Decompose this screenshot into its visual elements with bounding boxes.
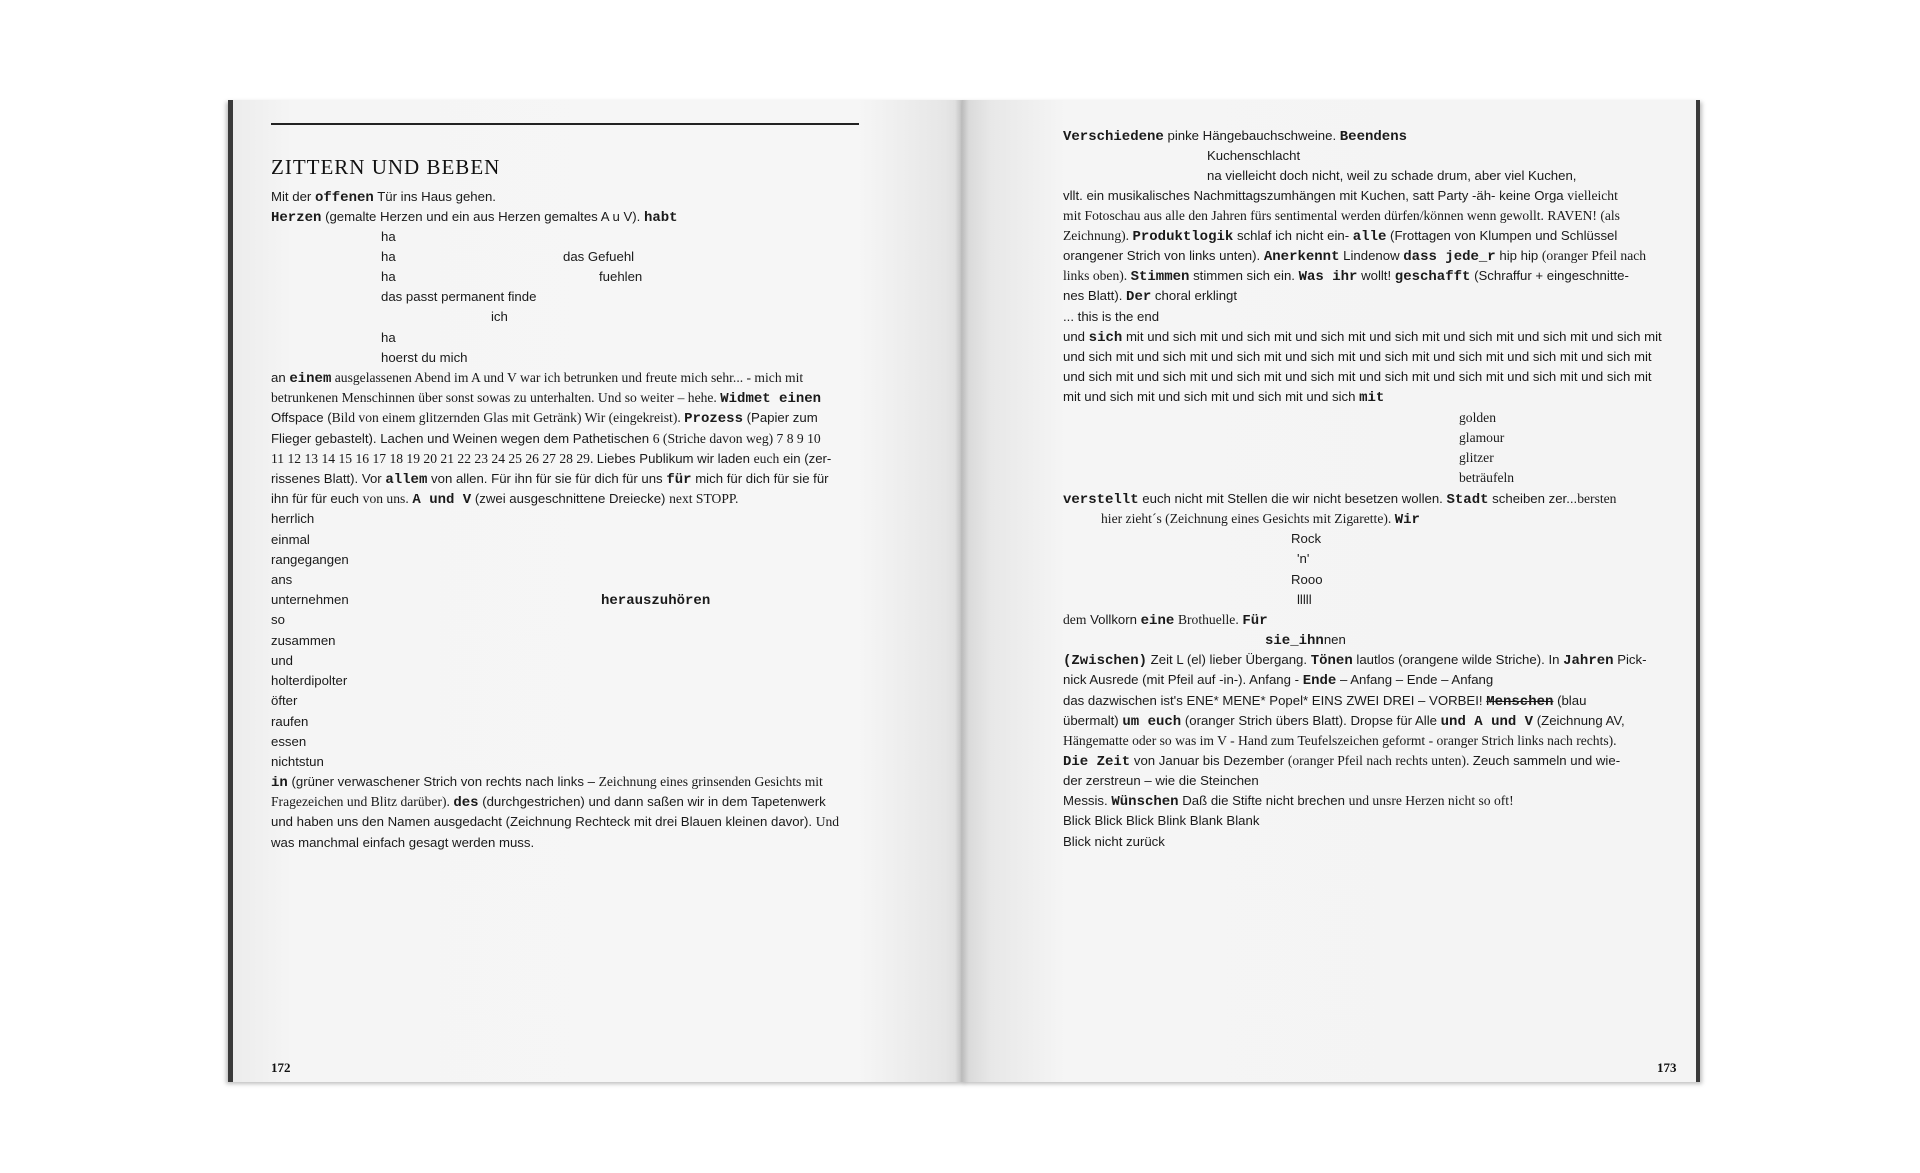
text-run: Messis. (1063, 793, 1112, 808)
text-run: Beendens (1339, 129, 1407, 145)
text-run: von Januar bis Dezember (1130, 753, 1288, 768)
text-run: (Papier zum (742, 410, 818, 425)
text-run: dem (1063, 612, 1087, 627)
right-text-line (1265, 631, 1346, 650)
left-text-line (381, 288, 536, 306)
text-run: Zeuch sammeln und wie- (1472, 753, 1621, 768)
left-text-line (271, 834, 534, 852)
text-run: von allen. Für ihn für sie für dich für uns (427, 471, 667, 486)
right-text-line (1207, 147, 1300, 165)
text-run: choral erklingt (1151, 288, 1238, 303)
right-text-line (1063, 651, 1647, 670)
text-run: mich für dich für sie für (691, 471, 829, 486)
text-run: öfter (271, 693, 298, 708)
text-run: Widmet einen (720, 391, 822, 407)
left-text-line (271, 490, 738, 509)
text-run: Flieger gebastelt). Lachen und Weinen wegen dem Pathetischen (271, 431, 653, 446)
left-text-line (271, 813, 839, 831)
text-run: (durchgestrichen) und dann saßen wir in dem Tapetenwerk (478, 794, 826, 809)
text-run: Offspace ( (271, 410, 332, 425)
text-run: ha (381, 249, 396, 264)
text-run: Blick nicht zurück (1063, 834, 1165, 849)
text-run: raufen (271, 714, 309, 729)
right-text-line (1291, 530, 1321, 548)
right-text-line (1063, 388, 1384, 407)
left-text-line (563, 248, 634, 266)
text-run: Pick- (1613, 652, 1647, 667)
text-run: golden (1459, 410, 1496, 425)
right-text-line (1063, 792, 1514, 811)
text-run: nen (1323, 632, 1346, 647)
left-text-line (271, 208, 678, 227)
text-run: und unsre Herzen nicht so oft! (1348, 793, 1514, 808)
right-text-line (1063, 812, 1259, 830)
text-run: sie_ihn (1265, 633, 1324, 649)
right-text-line (1207, 167, 1576, 185)
text-run: ich (491, 309, 508, 324)
right-text-line (1063, 267, 1629, 286)
text-run: 11 12 13 14 15 16 17 18 19 20 21 22 23 24 25 26 27 28 29. (271, 451, 597, 466)
text-run: der zerstreun – wie die Steinchen (1063, 773, 1259, 788)
text-run: mit und sich mit und sich mit und sich mit und sich (1063, 389, 1360, 404)
left-text-line (601, 591, 710, 610)
text-run: nichtstun (271, 754, 324, 769)
text-run: ihn für für euch (271, 491, 363, 506)
right-text-line (1063, 127, 1407, 146)
text-run: was manchmal einfach gesagt werden muss. (271, 835, 535, 850)
left-text-line (271, 753, 324, 771)
left-text-line (271, 713, 308, 731)
text-run: das Gefuehl (563, 249, 635, 264)
text-run: und haben uns den Namen ausgedacht (Zeichnung Rechteck mit drei Blauen kleinen davor). (271, 814, 816, 829)
right-text-line (1063, 287, 1237, 306)
text-run: ans (271, 572, 293, 587)
right-text-line (1063, 712, 1625, 731)
text-run: essen (271, 734, 307, 749)
text-run: schlaf ich nicht ein- (1233, 228, 1353, 243)
text-run: Hängematte oder so was im V - Hand zum Teufelszeichen geformt - oranger Strich links nach rechts). (1063, 733, 1617, 748)
text-run: next STOPP. (669, 491, 739, 506)
text-run: Wünschen (1111, 794, 1179, 810)
right-text-line (1063, 348, 1652, 366)
text-run: offenen (314, 190, 374, 206)
right-text-line (1063, 732, 1617, 750)
right-page (962, 100, 1700, 1082)
text-run: dass jede_r (1403, 249, 1496, 265)
text-run: ausgelassenen Abend im A und V war ich betrunken und freute mich sehr... - mich mit (331, 370, 804, 385)
text-run: Verschiedene (1063, 129, 1164, 145)
right-text-line (1459, 429, 1504, 447)
left-text-line (271, 188, 496, 207)
text-run: und A und V (1440, 714, 1534, 730)
open-book (228, 100, 1696, 1082)
left-text-line (271, 591, 349, 609)
text-run: orangener Strich von links unten). (1063, 248, 1264, 263)
text-run: unternehmen (271, 592, 349, 607)
right-text-line (1063, 833, 1165, 851)
text-run: und sich mit und sich mit und sich mit und sich mit und sich mit und sich mit und sich mit und sich mit (1063, 369, 1652, 384)
text-run: an (271, 370, 290, 385)
right-text-line (1291, 571, 1323, 589)
text-run: ha (381, 330, 396, 345)
text-run: ... this is the end (1063, 309, 1160, 324)
text-run: hip hip (1495, 248, 1542, 263)
text-run: 'n' (1297, 551, 1310, 566)
text-run: wollt! (1357, 268, 1395, 283)
left-text-line (271, 369, 803, 388)
right-text-line (1063, 328, 1662, 347)
text-run: zusammen (271, 633, 336, 648)
text-run: herrlich (271, 511, 315, 526)
left-page (228, 100, 967, 1082)
text-run: ) Wir (eingekreist). (576, 410, 685, 425)
text-run: sich (1088, 330, 1123, 346)
left-text-line (271, 652, 293, 670)
text-run: und (271, 653, 294, 668)
text-run: um euch (1122, 714, 1182, 730)
text-run: rangegangen (271, 552, 349, 567)
text-run: Rock (1291, 531, 1322, 546)
right-text-line (1063, 671, 1493, 690)
text-run: (oranger Pfeil nach rechts unten). (1287, 753, 1473, 768)
text-run: lllll (1297, 592, 1312, 607)
left-text-line (381, 228, 396, 246)
text-run: nick Ausrede (mit Pfeil auf -in-). Anfang - (1063, 672, 1303, 687)
text-run: Zeichnung eines grinsenden Gesichts mit (598, 774, 823, 789)
text-run: (Frottagen von Klumpen und Schlüssel (1386, 228, 1618, 243)
left-text-line (381, 349, 468, 367)
text-run: Ende (1302, 673, 1337, 689)
right-text-line (1101, 510, 1420, 529)
text-run: A und V (412, 492, 472, 508)
text-run: von uns. (362, 491, 409, 506)
text-run: Zeichnung). (1063, 228, 1133, 243)
text-run: pinke Hängebauchschweine. (1163, 128, 1340, 143)
left-text-line (271, 611, 285, 629)
text-run: mit (1359, 390, 1385, 406)
left-text-line (271, 773, 823, 792)
text-run: mit und sich mit und sich mit und sich mit und sich mit und sich mit und sich mit und sich mit (1122, 329, 1662, 344)
right-text-line (1063, 692, 1586, 711)
right-text-line (1063, 368, 1652, 386)
text-run: Bild von einem glitzernden Glas mit Getränk (331, 410, 577, 425)
text-run: Fragezeichen und Blitz darüber). (271, 794, 454, 809)
text-run: rissenes Blatt). Vor (271, 471, 386, 486)
left-text-line (271, 450, 831, 468)
left-text-line (271, 632, 336, 650)
text-run: (zwei ausgeschnittene Dreiecke) (471, 491, 670, 506)
text-run: beträufeln (1459, 470, 1515, 485)
left-text-line (271, 793, 826, 812)
book-gutter (955, 100, 969, 1082)
right-text-line (1063, 490, 1616, 509)
text-run: das dazwischen ist's ENE* MENE* Popel* EINS ZWEI DREI – VORBEI! (1063, 693, 1487, 708)
text-run: für (666, 472, 692, 488)
text-run: Jahren (1563, 653, 1614, 669)
text-run: (Schraffur + eingeschnitte- (1470, 268, 1629, 283)
text-run: mit Fotoschau aus alle den Jahren fürs sentimental werden dürfen/können wenn gewollt. RAVEN! (als (1063, 208, 1620, 223)
text-run: (grüner verwaschener Strich von rechts nach links – (287, 774, 599, 789)
right-text-line (1063, 308, 1159, 326)
left-text-line (271, 551, 349, 569)
text-run: verstellt (1063, 492, 1139, 508)
text-run: allem (385, 472, 428, 488)
left-text-line (271, 409, 818, 428)
text-run: herauszuhören (601, 593, 711, 609)
text-run: (Zeichnung AV, (1533, 713, 1625, 728)
text-run: glitzer (1459, 450, 1494, 465)
text-run: na vielleicht doch nicht, weil zu schade drum, aber viel Kuchen, (1207, 168, 1577, 183)
text-run: einmal (271, 532, 310, 547)
text-run: Mit der (271, 189, 315, 204)
chapter-title: ZITTERN UND BEBEN (271, 155, 501, 179)
text-run: Was ihr (1298, 269, 1358, 285)
left-text-line (491, 308, 508, 326)
text-run: vielleicht (1567, 188, 1618, 203)
text-run: Produktlogik (1132, 229, 1234, 245)
left-text-line (599, 268, 642, 286)
text-run: (oranger Strich übers Blatt). Dropse für Alle (1181, 713, 1441, 728)
text-run: Vollkorn (1086, 612, 1141, 627)
text-run: Der (1126, 289, 1152, 305)
left-text-line (271, 389, 821, 408)
left-text-line (271, 692, 297, 710)
right-text-line (1063, 247, 1646, 266)
text-run: Daß die Stifte nicht brechen (1178, 793, 1349, 808)
text-run: ein (zer- (779, 451, 832, 466)
text-run: stimmen sich ein. (1189, 268, 1299, 283)
text-run: das passt permanent finde (381, 289, 537, 304)
right-text-line (1063, 207, 1620, 225)
text-run: Stimmen (1130, 269, 1190, 285)
right-text-line (1063, 187, 1618, 205)
text-run: Brothuelle. (1177, 612, 1239, 627)
text-run: hier zieht´s (Zeichnung eines Gesichts mit Zigarette). (1101, 511, 1395, 526)
text-run: ha (381, 269, 396, 284)
right-text-line (1459, 449, 1494, 467)
left-text-line (271, 571, 292, 589)
text-run: Prozess (684, 411, 743, 427)
text-run: (blau (1553, 693, 1587, 708)
left-text-line (381, 329, 396, 347)
text-run: geschafft (1394, 269, 1471, 285)
text-run: Wir (1394, 512, 1420, 528)
text-run: euch (753, 451, 780, 466)
text-run: und sich mit und sich mit und sich mit und sich mit und sich mit und sich mit und sich mit und sich mit (1063, 349, 1652, 364)
text-run: euch nicht mit Stellen die wir nicht besetzen wollen. (1138, 491, 1447, 506)
text-run: bersten (1577, 491, 1617, 506)
text-run: Und (815, 814, 840, 829)
text-run: in (271, 775, 288, 791)
text-run: (Zwischen) (1063, 653, 1148, 669)
text-run: Rooo (1291, 572, 1323, 587)
text-run: einem (289, 371, 332, 387)
left-text-line (271, 470, 829, 489)
text-run: Menschen (1486, 694, 1554, 710)
right-text-line (1063, 611, 1268, 630)
text-run: Kuchenschlacht (1207, 148, 1301, 163)
text-run: Tür ins Haus gehen. (373, 189, 496, 204)
right-text-line (1063, 772, 1259, 790)
text-run: Tönen (1310, 653, 1353, 669)
left-text-line (271, 430, 821, 448)
right-text-line (1063, 227, 1617, 246)
text-run: hoerst du mich (381, 350, 468, 365)
text-run: alle (1352, 229, 1387, 245)
right-text-line (1297, 550, 1309, 568)
text-run: glamour (1459, 430, 1505, 445)
text-run: (gemalte Herzen und ein aus Herzen gemaltes A u V). (321, 209, 644, 224)
text-run: und (1063, 329, 1089, 344)
left-text-line (271, 531, 310, 549)
text-run: Liebes Publikum wir laden (596, 451, 754, 466)
text-run: scheiben zer... (1488, 491, 1578, 506)
text-run: übermalt) (1063, 713, 1123, 728)
text-run: des (453, 795, 479, 811)
right-text-line (1297, 591, 1312, 609)
text-run: Herzen (271, 210, 322, 226)
left-text-line (381, 248, 396, 266)
text-run: holterdipolter (271, 673, 348, 688)
left-text-line (271, 672, 347, 690)
text-run: so (271, 612, 285, 627)
text-run: Zeit L (el) lieber Übergang. (1147, 652, 1311, 667)
right-text-line (1063, 752, 1620, 771)
text-run: nes Blatt). (1063, 288, 1127, 303)
page-number-left: 172 (271, 1060, 291, 1075)
text-run: (oranger Pfeil nach (1541, 248, 1647, 263)
text-run: eine (1140, 613, 1175, 629)
text-run: fuehlen (599, 269, 643, 284)
text-run: 6 (Striche davon weg) 7 8 9 10 (652, 431, 821, 446)
right-text-line (1459, 409, 1496, 427)
text-run: Blick Blick Blick Blink Blank Blank (1063, 813, 1260, 828)
text-run: Lindenow (1339, 248, 1404, 263)
text-run: Stadt (1446, 492, 1489, 508)
right-text-line (1459, 469, 1514, 487)
text-run: – Anfang – Ende – Anfang (1336, 672, 1494, 687)
text-run: Anerkennt (1263, 249, 1340, 265)
text-run: Die Zeit (1063, 754, 1131, 770)
left-text-line (381, 268, 396, 286)
left-text-line (271, 733, 306, 751)
page-number-right: 173 (1657, 1060, 1677, 1075)
text-run: betrunkenen Menschinnen über sonst sowas zu unterhalten. Und so weiter – hehe. (271, 390, 721, 405)
left-text-line (271, 510, 314, 528)
text-run: ha (381, 229, 396, 244)
text-run: lautlos (orangene wilde Striche). In (1352, 652, 1564, 667)
text-run: habt (643, 210, 678, 226)
text-run: Für (1242, 613, 1268, 629)
text-run: vllt. ein musikalisches Nachmittagszumhängen mit Kuchen, satt Party -äh- keine Orga (1063, 188, 1568, 203)
text-run: links oben). (1063, 268, 1131, 283)
header-rule (271, 123, 859, 125)
